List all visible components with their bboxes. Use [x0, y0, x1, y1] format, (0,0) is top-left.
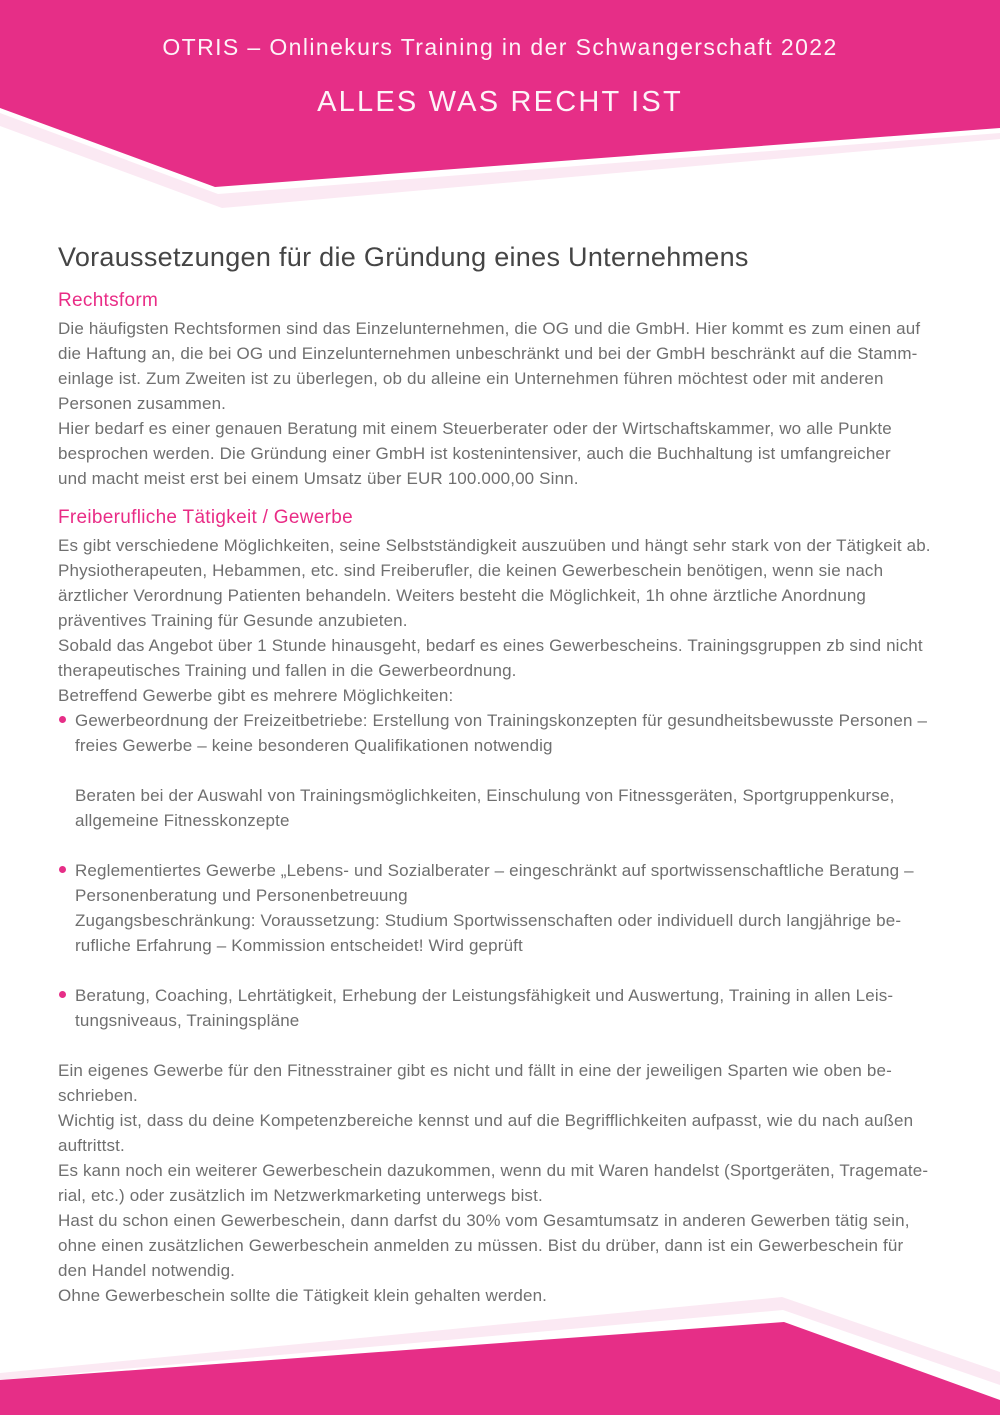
main-heading: Voraussetzungen für die Gründung eines Unternehmens — [58, 242, 749, 272]
text-line: Es gibt verschiedene Möglichkeiten, seine Selbstständigkeit auszuüben und hängt sehr stark von der Tätigkeit ab. — [58, 536, 931, 555]
text-line: Hast du schon einen Gewerbeschein, dann darfst du 30% vom Gesamtumsatz in anderen Gewerben tätig sein, — [58, 1211, 910, 1230]
text-line: rial, etc.) oder zusätzlich im Netzwerkmarketing unterwegs bist. — [58, 1186, 543, 1205]
text-line: präventives Training für Gesunde anzubieten. — [58, 611, 408, 630]
text-line: einlage ist. Zum Zweiten ist zu überlegen, ob du alleine ein Unternehmen führen möchtest oder mit anderen — [58, 369, 884, 388]
text-line: rufliche Erfahrung – Kommission entscheidet! Wird geprüft — [75, 936, 523, 955]
document-content — [58, 240, 944, 1308]
text-line: Ohne Gewerbeschein sollte die Tätigkeit klein gehalten werden. — [58, 1286, 548, 1305]
spacer — [58, 758, 944, 783]
paragraph — [58, 1058, 944, 1308]
section — [58, 289, 944, 491]
bullet-item — [58, 983, 944, 1033]
text-line: Reglementiertes Gewerbe „Lebens- und Sozialberater – eingeschränkt auf sportwissenschaftliche Beratung – — [75, 861, 914, 880]
text-line: Beratung, Coaching, Lehrtätigkeit, Erhebung der Leistungsfähigkeit und Auswertung, Training in allen Leis- — [75, 986, 894, 1005]
text-line: Physiotherapeuten, Hebammen, etc. sind Freiberufler, die keinen Gewerbeschein benötigen, wenn sie nach — [58, 561, 884, 580]
text-line: auftrittst. — [58, 1136, 125, 1155]
paragraph — [58, 633, 944, 683]
text-line: therapeutisches Training und fallen in die Gewerbeordnung. — [58, 661, 517, 680]
text-line: Ein eigenes Gewerbe für den Fitnesstrainer gibt es nicht und fällt in eine der jeweiligen Sparten wie oben be- — [58, 1061, 892, 1080]
paragraph — [58, 416, 944, 491]
text-line: Gewerbeordnung der Freizeitbetriebe: Erstellung von Trainingskonzepten für gesundheitsbewusste Personen – — [75, 711, 928, 730]
text-line: ärztlicher Verordnung Patienten behandeln. Weiters besteht die Möglichkeit, 1h ohne ärztliche Anordnung — [58, 586, 867, 605]
text-line: Personenberatung und Personenbetreuung — [75, 886, 408, 905]
spacer — [58, 833, 944, 858]
bullet-icon — [59, 866, 66, 873]
text-line: Wichtig ist, dass du deine Kompetenzbereiche kennst und auf die Begrifflichkeiten aufpasst, wie du nach außen — [58, 1111, 914, 1130]
section — [58, 506, 944, 1308]
text-line: freies Gewerbe – keine besonderen Qualifikationen notwendig — [75, 736, 553, 755]
text-line: Hier bedarf es einer genauen Beratung mit einem Steuerberater oder der Wirtschaftskammer, wo alle Punkte — [58, 419, 892, 438]
text-line: Es kann noch ein weiterer Gewerbeschein dazukommen, wenn du mit Waren handelst (Sportgeräten, Tragemate- — [58, 1161, 929, 1180]
paragraph — [58, 683, 944, 708]
footer-pink-shape — [0, 1290, 1000, 1415]
page-subtitle: ALLES WAS RECHT IST — [317, 86, 683, 118]
text-line: Betreffend Gewerbe gibt es mehrere Möglichkeiten: — [58, 686, 454, 705]
bullet-icon — [59, 716, 66, 723]
text-line: den Handel notwendig. — [58, 1261, 236, 1280]
spacer — [58, 958, 944, 983]
text-line: allgemeine Fitnesskonzepte — [75, 811, 290, 830]
text-line: tungsniveaus, Trainingspläne — [75, 1011, 300, 1030]
text-line: die Haftung an, die bei OG und Einzelunternehmen unbeschränkt und bei der GmbH beschränkt auf die Stamm- — [58, 344, 918, 363]
section-heading: Freiberufliche Tätigkeit / Gewerbe — [58, 507, 353, 528]
bullet-item — [58, 708, 944, 758]
course-title: OTRIS – Onlinekurs Training in der Schwangerschaft 2022 — [162, 34, 838, 60]
bullet-item — [58, 858, 944, 958]
text-line: ohne einen zusätzlichen Gewerbeschein anmelden zu müssen. Bist du drüber, dann ist ein Gewerbeschein für — [58, 1236, 904, 1255]
indented-paragraph — [58, 783, 944, 833]
spacer — [58, 1033, 944, 1058]
text-line: Beraten bei der Auswahl von Trainingsmöglichkeiten, Einschulung von Fitnessgeräten, Sportgruppenkurse, — [75, 786, 895, 805]
paragraph — [58, 316, 944, 416]
paragraph — [58, 533, 944, 633]
text-line: besprochen werden. Die Gründung einer GmbH ist kostenintensiver, auch die Buchhaltung ist umfangreicher — [58, 444, 891, 463]
text-line: Die häufigsten Rechtsformen sind das Einzelunternehmen, die OG und die GmbH. Hier kommt es zum einen auf — [58, 319, 921, 338]
bullet-icon — [59, 991, 66, 998]
section-heading: Rechtsform — [58, 290, 159, 311]
text-line: Personen zusammen. — [58, 394, 227, 413]
text-line: Zugangsbeschränkung: Voraussetzung: Studium Sportwissenschaften oder individuell durch langjährige be- — [75, 911, 902, 930]
text-line: Sobald das Angebot über 1 Stunde hinausgeht, bedarf es eines Gewerbescheins. Trainingsgruppen zb sind nicht — [58, 636, 923, 655]
text-line: und macht meist erst bei einem Umsatz über EUR 100.000,00 Sinn. — [58, 469, 579, 488]
sections-container — [58, 289, 944, 1308]
text-line: schrieben. — [58, 1086, 138, 1105]
